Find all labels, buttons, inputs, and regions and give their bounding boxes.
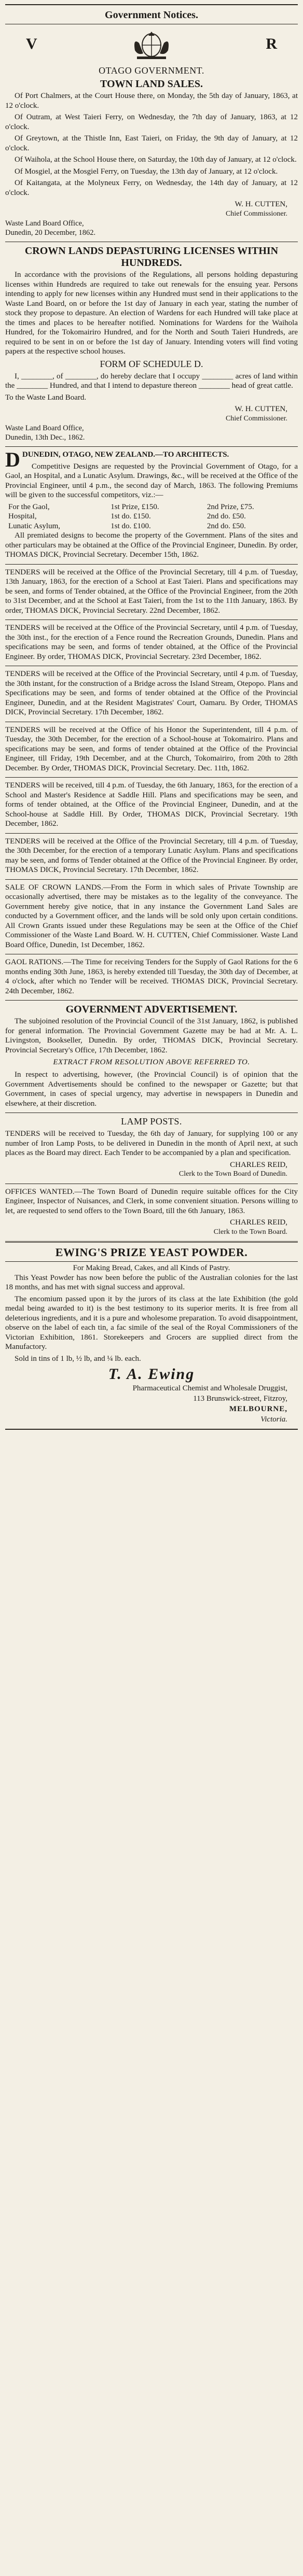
yeast-body-2: The encomium passed upon it by the jurors of its class at the late Exhibition (the gold medal being awarded to it) is the best testimony to its superior merits. It is free from all deleterious ingredients, and it is a pure and wholesome preparation. To avoid disappointment, observe on the label of each tin, a fac simile of the seal of the Royal Commissioners of the Victorian Exhibition, 1861. Storekeepers and Grocers are supplied direct from the Manufactory. <box>5 1294 298 1351</box>
crown-lands-office: Waste Land Board Office, <box>5 424 84 432</box>
crown-lands-notice <box>5 245 298 442</box>
yeast-address <box>5 1383 298 1425</box>
yeast-city: MELBOURNE, <box>229 1405 287 1413</box>
royal-crest-row <box>5 26 298 62</box>
table-row: Hospital, 1st do. £150. 2nd do. £50. <box>8 512 246 520</box>
table-row: Lunatic Asylum, 1st do. £100. 2nd do. £50. <box>8 522 246 530</box>
royal-arms-icon <box>128 27 175 61</box>
lamp-posts-notice <box>5 1116 298 1179</box>
yeast-body-1: This Yeast Powder has now been before the public of the Australian colonies for the last 18 months, and has met with signal success and approval. <box>5 1273 298 1291</box>
sale-crown-lands-body: SALE OF CROWN LANDS.—From the Form in which sales of Private Township are occasionally advertised, there may be mistakes as to the legality of the conveyance. The Government hereby give notice, that in any instance the Government Land Sales are conducted by a Government officer, and the lands will be sold only upon certain conditions. All Crown Grants issued under these Regulations may be seen at the Office of the Chief Commissioner of the Waste Land Board. W. H. CUTTEN, Chief Commissioner. Waste Land Board Office, Dunedin, 1st December, 1862. <box>5 883 298 949</box>
tender-body: TENDERS will be received at the Office of the Provincial Secretary, till 4 p.m. of Tuesday, 13th January, 1863, for the erection of a School at East Taieri. Plans and specifications may be seen, and forms of Tender obtained, at the Office of the Provincial Engineer, from the 20th to 31st December, and at the School at East Taieri, from the 1st to the 11th January, 1863. By order, THOMAS DICK, Provincial Secretary. 22nd December, 1862. <box>5 568 298 615</box>
offices-wanted-signatory: CHARLES REID, <box>230 1218 287 1227</box>
land-sales-item: Of Kaitangata, at the Molyneux Ferry, on Wednesday, the 14th day of January, at 12 o'clock. <box>5 179 298 197</box>
land-sales-org: OTAGO GOVERNMENT. <box>99 65 204 76</box>
crest-letter-right: R <box>266 35 277 52</box>
crown-lands-signatory-title: Chief Commissioner. <box>226 414 287 423</box>
crest-letter-left: V <box>26 35 37 52</box>
section-title: Government Notices. <box>105 9 198 21</box>
form-body: I, ________, of ________, do hereby declare that I occupy ________ acres of land within the ________ Hundred, and that I intend to depasture thereon ________ head of great cattle. <box>5 372 298 390</box>
tender-body: TENDERS will be received at the Office of his Honor the Superintendent, till 4 p.m. of Tuesday, the 30th December, for the erection of a School-house at Tokomairiro. Plans and specifications may be seen, and forms of tender obtained at the Office of the Provincial Engineer, till Friday, 19th December, and at the Church, Tokomairiro, from 20th to 28th December. By Order, THOMAS DICK, Provincial Secretary. Dec. 11th, 1862. <box>5 725 298 772</box>
divider <box>5 1000 298 1001</box>
architects-notice <box>5 450 298 560</box>
land-sales-item: Of Port Chalmers, at the Court House there, on Monday, the 5th day of January, 1863, at 12 o'clock. <box>5 92 298 110</box>
lamp-posts-title: LAMP POSTS. <box>121 1116 182 1127</box>
land-sales-notice <box>5 65 298 237</box>
gaol-rations-body: GAOL RATIONS.—The Time for receiving Tenders for the Supply of Gaol Rations for the 6 months ending 30th June, 1863, is hereby extended till Tuesday, the 30th day of December, at 4 o'clock, after which no Tender will be received. THOMAS DICK, Provincial Secretary. 24th December, 1862. <box>5 958 298 995</box>
land-sales-office: Waste Land Board Office, <box>5 219 84 228</box>
crown-lands-date: Dunedin, 13th Dec., 1862. <box>5 433 85 442</box>
premium-table <box>5 502 298 531</box>
gov-advert-body: The subjoined resolution of the Provincial Council of the 31st January, 1862, is published for general information. The Provincial Government Gazette may be had at Mr. A. L. Livingston, Bookseller, Dunedin. By order, THOMAS DICK, Provincial Secretary. Provincial Secretary's Office, 17th December, 1862. <box>5 1017 298 1054</box>
divider <box>5 777 298 778</box>
land-sales-signatory: W. H. CUTTEN, <box>235 200 287 208</box>
form-to: To the Waste Land Board. <box>5 393 87 402</box>
land-sales-item: Of Mosgiel, at the Mosgiel Ferry, on Tuesday, the 13th day of January, at 12 o'clock. <box>15 167 278 176</box>
land-sales-item: Of Outram, at West Taieri Ferry, on Wednesday, the 7th day of January, 1863, at 12 o'clock. <box>5 113 298 131</box>
offices-wanted-signatory-title: Clerk to the Town Board. <box>213 1228 287 1236</box>
crown-lands-body: In accordance with the provisions of the Regulations, all persons holding depasturing licenses within Hundreds are required to take out renewals for the ensuing year. Persons intending to apply for new licenses within any Hundred must send in their applications to the Waste Land Board, on or before the 1st day of January in each year, stating the number of stock they propose to depasture. An election of Wardens for each Hundred will take place at the times and places to be hereafter notified. Nominations for Wardens for the Waihola Hundred, for the Tokomairiro Hundred, and for the North and South Taieri Hundreds, are required to be sent in on or before the 1st day of January. Intending voters will find voting papers at the respective school houses. <box>5 271 298 356</box>
tender-body: TENDERS will be received at the Office of the Provincial Secretary, until 4 p.m. of Tuesday, the 30th inst., for the erection of a Fence round the Recreation Grounds, Dunedin. Plans and specifications may be seen, and forms of tender obtained, at the Office of the Provincial Engineer. By order, THOMAS DICK, Provincial Secretary. 23rd December, 1862. <box>5 624 298 661</box>
lamp-posts-body: TENDERS will be received to Tuesday, the 6th day of January, for supplying 100 or any number of Iron Lamp Posts, to be delivered in Dunedin in the month of April next, at such places as the Board may direct. Each Tender to be accompanied by a plan and specification. <box>5 1130 298 1157</box>
tender-notice <box>5 725 298 773</box>
tender-notice <box>5 669 298 717</box>
extract-title: EXTRACT FROM RESOLUTION ABOVE REFERRED TO. <box>53 1058 250 1066</box>
sale-crown-lands-notice <box>5 883 298 950</box>
yeast-advert <box>5 1246 298 1425</box>
divider <box>5 446 298 447</box>
tender-body: TENDERS will be received at the Office of the Provincial Secretary, until 4 p.m. of Tuesday, the 30th instant, for the construction of a Bridge across the Island Stream, Otepopo. Plans and Specifications may be seen, and forms of tender obtained at the Office of the Provincial Engineer, Dunedin, and at the Resident Magistrates' Court, Oamaru. By Order, THOMAS DICK, Provincial Secretary. 17th December, 1862. <box>5 670 298 716</box>
yeast-title: EWING'S PRIZE YEAST POWDER. <box>55 1246 248 1259</box>
gov-advert-title: GOVERNMENT ADVERTISEMENT. <box>65 1004 238 1015</box>
tender-body: TENDERS will be received at the Office of the Provincial Secretary, till 4 p.m. of Tuesday, the 30th December, for the erection of a temporary Lunatic Asylum. Plans and specifications may be seen, and forms of Tender obtained at the Office of the Provincial Engineer. By order, THOMAS DICK, Provincial Secretary. 17th December, 1862. <box>5 837 298 874</box>
tender-notice <box>5 781 298 829</box>
top-rule <box>5 4 298 5</box>
tender-notice <box>5 623 298 661</box>
yeast-firm: Pharmaceutical Chemist and Wholesale Druggist, <box>132 1384 287 1392</box>
land-sales-title: TOWN LAND SALES. <box>100 78 203 90</box>
form-title: FORM OF SCHEDULE D. <box>100 358 203 369</box>
divider-double <box>5 1241 298 1243</box>
architects-body: Competitive Designs are requested by the Provincial Government of Otago, for a Gaol, an Hospital, and a Lunatic Asylum. Drawings, &c., will be received at the Office of the Provincial Engineer, until 4 p.m., the second day of March, 1863. The following Premiums will be given to the successful competitors, viz.:— <box>5 462 298 499</box>
tender-notice <box>5 568 298 616</box>
signature-script: T. A. Ewing <box>108 1366 195 1383</box>
land-sales-item: Of Greytown, at the Thistle Inn, East Taieri, on Friday, the 9th day of January, at 12 o'clock. <box>5 134 298 152</box>
yeast-rule <box>5 1261 298 1262</box>
tender-notice <box>5 837 298 875</box>
architects-title: DDUNEDIN, OTAGO, NEW ZEALAND.—TO ARCHITECTS. <box>5 448 229 471</box>
offices-wanted-notice <box>5 1187 298 1237</box>
crown-lands-signatory: W. H. CUTTEN, <box>235 405 287 413</box>
offices-wanted-body: OFFICES WANTED.—The Town Board of Dunedin require suitable offices for the City Engineer, Inspector of Nuisances, and Clerk, in some convenient situation. Persons willing to let, are requested to send offers to the Town Board, till the 6th January, 1863. <box>5 1187 298 1215</box>
divider <box>5 564 298 565</box>
extract-body: In respect to advertising, however, (the Provincial Council) is of opinion that the Government Advertisements should be confined to the newspaper or Gazette; but that Government, in cases of special urgency, may advertise in newspapers in Dunedin and elsewhere, at their discretion. <box>5 1071 298 1108</box>
lamp-posts-signatory-title: Clerk to the Town Board of Dunedin. <box>178 1170 287 1178</box>
table-row: For the Gaol, 1st Prize, £150. 2nd Prize, £75. <box>8 502 254 511</box>
bottom-rule <box>5 1429 298 1430</box>
crown-lands-title: CROWN LANDS DEPASTURING LICENSES WITHIN HUNDREDS. <box>24 245 279 269</box>
yeast-street: 113 Brunswick-street, Fitzroy, <box>193 1395 287 1403</box>
land-sales-item: Of Waihola, at the School House there, on Saturday, the 10th day of January, at 12 o'clock. <box>15 156 297 164</box>
land-sales-date: Dunedin, 20 December, 1862. <box>5 229 96 237</box>
land-sales-signatory-title: Chief Commissioner. <box>226 209 287 218</box>
yeast-body-3: Sold in tins of 1 lb, ½ lb, and ¼ lb. each. <box>15 1354 141 1363</box>
divider <box>5 833 298 834</box>
yeast-tagline: For Making Bread, Cakes, and all Kinds of Pastry. <box>73 1264 230 1272</box>
gov-advert-notice <box>5 1004 298 1108</box>
tender-body: TENDERS will be received, till 4 p.m. of Tuesday, the 6th January, 1863, for the erection of a School and Master's Residence at Saddle Hill. Plans and specifications may be seen, and forms of tender obtained, at the Office of the Provincial Engineer, Dunedin, and at the School-house at Saddle Hill. By Order, THOMAS DICK, Provincial Secretary. 19th December, 1862. <box>5 781 298 828</box>
lamp-posts-signatory: CHARLES REID, <box>230 1160 287 1169</box>
yeast-state: Victoria. <box>260 1415 287 1424</box>
architects-footer: All premiated designs to become the property of the Government. Plans of the sites and other particulars may be obtained at the Office of the Provincial Engineer, Dunedin. By order, THOMAS DICK, Provincial Secretary. December 15th, 1862. <box>5 531 298 559</box>
gaol-rations-notice <box>5 958 298 996</box>
yeast-signature <box>5 1366 298 1383</box>
divider <box>5 879 298 880</box>
